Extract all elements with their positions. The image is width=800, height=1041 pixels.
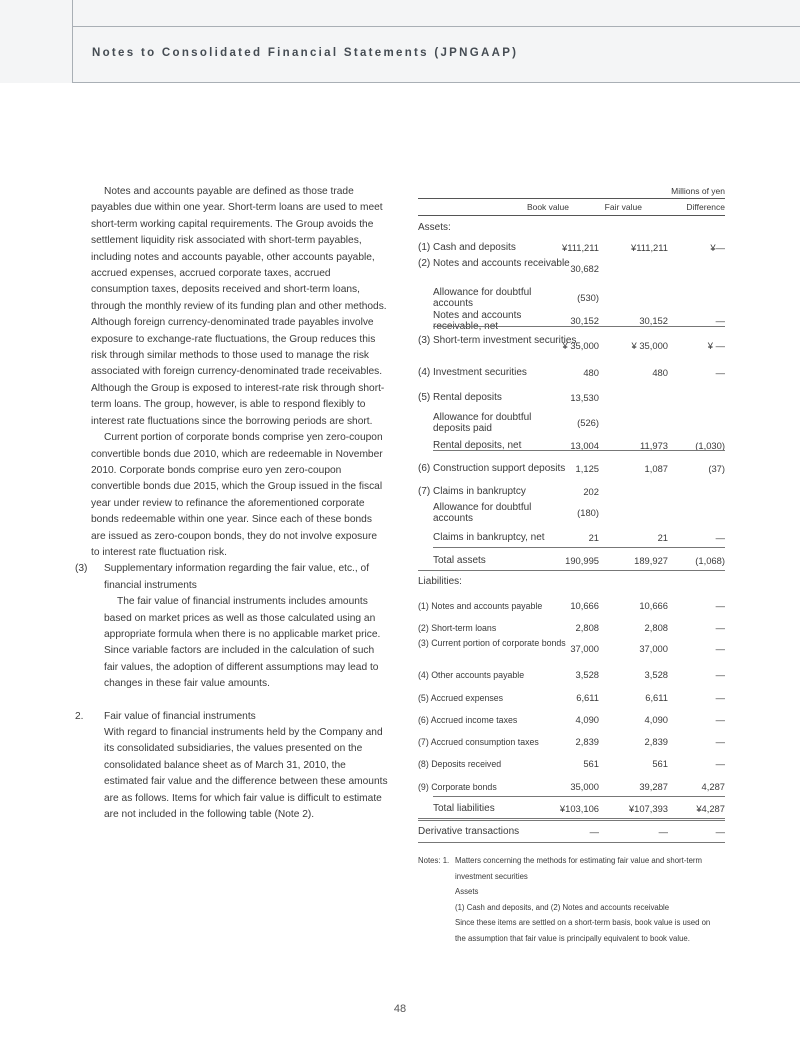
liability-row-book-value: 4,090	[575, 714, 599, 725]
section-2-title: Fair value of financial instruments	[104, 710, 256, 722]
liability-row-label: (6) Accrued income taxes	[418, 715, 518, 725]
total-rule	[418, 820, 725, 821]
liability-row-book-value: 3,528	[575, 669, 599, 680]
asset-row-book-value: 30,152	[570, 315, 599, 326]
section-2	[75, 709, 388, 725]
asset-row-label: (7) Claims in bankruptcy	[418, 486, 526, 497]
item-3-title: Supplementary information regarding the fair value, etc., of financial instruments	[104, 563, 370, 591]
liability-row-difference: —	[715, 736, 725, 747]
liability-row-book-value: 6,611	[576, 692, 599, 703]
liability-row-difference: —	[715, 692, 725, 703]
asset-row-label: (1) Cash and deposits	[418, 242, 516, 253]
derivative-row-book-value: —	[589, 826, 599, 837]
asset-row-book-value: (530)	[577, 292, 599, 303]
liability-row-label: (2) Short-term loans	[418, 623, 497, 633]
liability-row-label: (3) Current portion of corporate bonds	[418, 638, 566, 648]
asset-row-book-value: 190,995	[565, 555, 599, 566]
derivative-row-label: Derivative transactions	[418, 826, 520, 837]
notes	[418, 853, 728, 946]
table-header	[418, 198, 725, 216]
liability-row-label: (8) Deposits received	[418, 759, 502, 769]
liability-row-fair-value: 2,839	[644, 736, 668, 747]
asset-row-label: Total assets	[433, 555, 486, 566]
header-book-value: Book value	[526, 202, 569, 212]
note-line: investment securities	[455, 871, 528, 881]
liability-row-difference: 4,287	[701, 781, 725, 792]
asset-row-label: (4) Investment securities	[418, 367, 527, 378]
liability-row-label: (7) Accrued consumption taxes	[418, 737, 539, 747]
derivative-row-fair-value: —	[658, 826, 668, 837]
subtotal-rule	[433, 796, 725, 797]
asset-row-difference: ¥—	[710, 242, 725, 253]
liability-row-book-value: 10,666	[570, 600, 599, 611]
liability-row-book-value: 2,839	[575, 736, 599, 747]
subtotal-rule	[433, 450, 725, 451]
asset-row-difference: —	[715, 367, 725, 378]
asset-row-difference: (37)	[708, 463, 725, 474]
liability-row-book-value: 37,000	[570, 643, 599, 654]
table-bottom-rule	[418, 842, 725, 843]
total-rule	[418, 570, 725, 571]
section-2-number: 2.	[75, 710, 84, 722]
asset-row-book-value: 13,004	[570, 440, 599, 451]
liability-row-difference: —	[715, 669, 725, 680]
liability-row-fair-value: 4,090	[644, 714, 668, 725]
asset-row-book-value: (180)	[577, 507, 599, 518]
asset-row-book-value: 480	[583, 367, 599, 378]
asset-row-label: Allowance for doubtful accounts	[433, 502, 532, 524]
asset-row-book-value: ¥111,211	[561, 242, 599, 253]
note-line: (1) Cash and deposits, and (2) Notes and accounts receivable	[455, 902, 670, 912]
liability-row-fair-value: 10,666	[639, 600, 668, 611]
liability-row-label: (4) Other accounts payable	[418, 670, 525, 680]
assets-heading: Assets:	[418, 222, 451, 233]
header-difference: Difference	[686, 202, 725, 212]
asset-row-fair-value: 11,973	[640, 440, 668, 451]
asset-row-book-value: 13,530	[570, 392, 599, 403]
asset-row-fair-value: 30,152	[639, 315, 668, 326]
asset-row-label: (3) Short-term investment securities	[418, 335, 577, 346]
asset-row-book-value: 202	[583, 486, 599, 497]
asset-row-fair-value: 21	[657, 532, 668, 543]
page-title: Notes to Consolidated Financial Statements (JPNGAAP)	[92, 47, 519, 59]
liability-row-label: (1) Notes and accounts payable	[418, 601, 543, 611]
asset-row-book-value: 30,682	[570, 263, 599, 274]
note-1	[418, 853, 728, 869]
asset-row-fair-value: 1,087	[644, 463, 668, 474]
asset-row-difference: (1,030)	[695, 440, 725, 451]
asset-row-label: (5) Rental deposits	[418, 392, 502, 403]
asset-row-label: Allowance for doubtful deposits paid	[433, 412, 532, 434]
asset-row-label: Allowance for doubtful accounts	[433, 287, 532, 309]
liability-row-label: (9) Corporate bonds	[418, 782, 497, 792]
total-rule	[418, 818, 725, 819]
liability-row-difference: —	[715, 758, 725, 769]
liability-row-fair-value: 39,287	[639, 781, 668, 792]
liability-row-label: Total liabilities	[433, 803, 495, 814]
subtotal-rule	[433, 326, 725, 327]
liability-row-book-value: 35,000	[570, 781, 599, 792]
fair-value-table	[418, 186, 725, 856]
units-label: Millions of yen	[671, 186, 725, 196]
asset-row-difference: ¥ —	[707, 340, 725, 351]
liability-row-fair-value: 37,000	[639, 643, 668, 654]
liability-row-difference: ¥4,287	[696, 803, 725, 814]
liability-row-difference: —	[715, 714, 725, 725]
asset-row-fair-value: ¥111,211	[630, 242, 668, 253]
asset-row-label: (6) Construction support deposits	[418, 463, 566, 474]
asset-row-label: Rental deposits, net	[433, 440, 522, 451]
liability-row-book-value: 561	[583, 758, 599, 769]
paragraph-fair-value-intro: With regard to financial instruments held by the Company and its consolidated subsidiaries, the values presented on the consolidated balance sheet as of March 31, 2010, the estimated fair value and the difference between these amounts are as follows. Items for which fair value is difficult to estimate are not included in the following table (Note 2).	[104, 727, 388, 821]
note-line: the assumption that fair value is principally equivalent to book value.	[455, 933, 690, 943]
asset-row-label: Notes and accounts receivable, net	[433, 310, 522, 332]
asset-row-fair-value: ¥ 35,000	[631, 340, 668, 351]
page-number: 48	[393, 1003, 407, 1015]
header-band	[0, 0, 800, 83]
item-3-number: (3)	[75, 563, 88, 575]
asset-row-book-value: 21	[588, 532, 599, 543]
liability-row-difference: —	[715, 643, 725, 654]
liability-row-book-value: 2,808	[575, 622, 599, 633]
liability-row-book-value: ¥103,106	[559, 803, 599, 814]
asset-row-label: Claims in bankruptcy, net	[433, 532, 545, 543]
liability-row-fair-value: 561	[652, 758, 668, 769]
asset-row-book-value: (526)	[577, 417, 599, 428]
asset-row-book-value: ¥ 35,000	[562, 340, 599, 351]
asset-row-fair-value: 189,927	[634, 555, 668, 566]
item-3	[75, 561, 388, 594]
note-prefix: Notes: 1.	[418, 856, 450, 865]
asset-row-difference: —	[715, 315, 725, 326]
asset-row-fair-value: 480	[652, 367, 668, 378]
left-column	[75, 184, 388, 823]
table-body	[418, 216, 725, 856]
asset-row-label: (2) Notes and accounts receivable	[418, 258, 570, 269]
liabilities-heading: Liabilities:	[418, 576, 462, 587]
header-rule-top	[72, 0, 800, 27]
liability-row-fair-value: 6,611	[645, 692, 668, 703]
subtotal-rule	[433, 547, 725, 548]
header-fair-value: Fair value	[604, 202, 642, 212]
liability-row-difference: —	[715, 600, 725, 611]
note-line: Since these items are settled on a short-term basis, book value is used on	[455, 918, 711, 927]
liability-row-fair-value: 3,528	[644, 669, 668, 680]
paragraph-fair-value-note: The fair value of financial instruments includes amounts based on market prices as well as those calculated using an appropriate formula when there is no applicable market price. Since variable factors are included in the calculation of such fair values, the adoption of different assumptions may lead to changes in these fair value amounts.	[104, 596, 381, 690]
liability-row-label: (5) Accrued expenses	[418, 693, 504, 703]
asset-row-book-value: 1,125	[575, 463, 599, 474]
paragraph-payables: Notes and accounts payable are defined as those trade payables due within one year. Short-term loans are used to meet short-term working capital requirements. The Group avoids the settlement liquidity risk associated with short-term payables, including notes and accounts payable, other accounts payable, accrued expenses, accrued corporate taxes, accrued consumption taxes, deposits received and short-term loans, through the monthly review of its funding plan and other methods. Although foreign currency-denominated trade payables involve exposure to exchange-rate fluctuations, the Group reduces this risk through similar methods to those used to manage the risk associated with foreign currency-denominated trade receivables. Although the Group is exposed to interest-rate risk through short-term loans. The group, however, is able to respond flexibly to interest rate fluctuations since the borrowing periods are short.	[91, 186, 387, 427]
note-line: Assets	[455, 887, 479, 896]
note-line: Matters concerning the methods for estimating fair value and short-term	[455, 856, 703, 865]
liability-row-difference: —	[715, 622, 725, 633]
asset-row-difference: —	[715, 532, 725, 543]
asset-row-difference: (1,068)	[695, 555, 725, 566]
liability-row-fair-value: ¥107,393	[628, 803, 668, 814]
derivative-row-difference: —	[715, 826, 725, 837]
liability-row-fair-value: 2,808	[644, 622, 668, 633]
paragraph-corporate-bonds: Current portion of corporate bonds comprise yen zero-coupon convertible bonds due 2010, which are redeemable in November 2010. Corporate bonds comprise euro yen zero-coupon convertible bonds due 2015, which the Group issued in the fiscal year under review to refinance the aforementioned corporate bonds redeemable within one year. Since each of these bonds are issued as zero-coupon bonds, they do not involve exposure to interest rate fluctuation risk.	[91, 432, 383, 558]
